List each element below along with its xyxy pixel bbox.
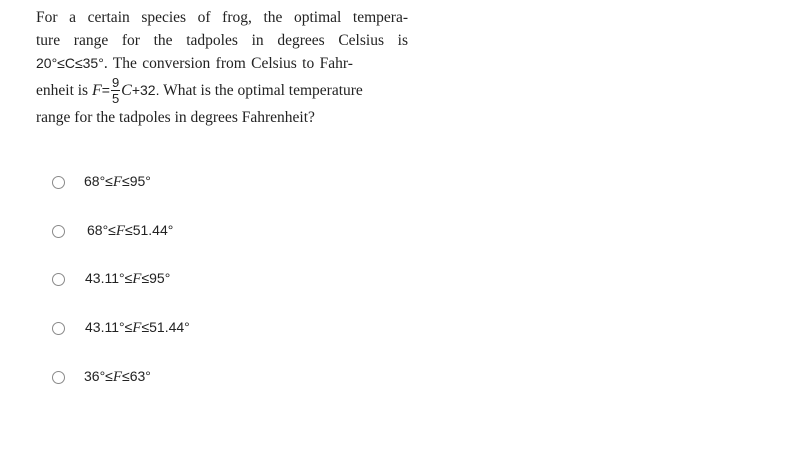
formula-variable-f: F xyxy=(91,82,102,99)
radio-button-icon[interactable] xyxy=(52,176,65,189)
radio-button-icon[interactable] xyxy=(52,322,65,335)
radio-button-icon[interactable] xyxy=(52,225,65,238)
formula-constant: +32. xyxy=(131,82,160,98)
answer-option-2[interactable] xyxy=(52,219,173,243)
answer-option-4[interactable] xyxy=(52,316,190,340)
question-line-2: ture range for the tadpoles in degrees Celsius is xyxy=(36,32,408,49)
question-line-4-pre: enheit is xyxy=(36,82,89,99)
formula-fraction xyxy=(111,76,120,105)
formula-equals: = xyxy=(101,82,110,98)
question-text xyxy=(36,6,408,129)
question-line-4-post: What is the optimal temperature xyxy=(163,82,363,99)
question-line-3 xyxy=(36,52,408,75)
question-line-4 xyxy=(36,75,408,106)
answer-option-3[interactable] xyxy=(52,267,170,291)
question-line-3-text: . The conversion from Celsius to Fahr- xyxy=(103,55,353,72)
answer-option-1[interactable] xyxy=(52,170,151,194)
fraction-denominator: 5 xyxy=(111,90,120,106)
formula-variable-c: C xyxy=(121,82,132,99)
celsius-range-expression: 20°≤C≤35° xyxy=(36,55,104,71)
answer-option-label: 68°≤F≤51.44° xyxy=(87,222,174,239)
radio-button-icon[interactable] xyxy=(52,371,65,384)
answer-option-label: 43.11°≤F≤51.44° xyxy=(85,319,190,336)
radio-button-icon[interactable] xyxy=(52,273,65,286)
answer-option-5[interactable] xyxy=(52,365,151,389)
fraction-numerator: 9 xyxy=(111,74,120,90)
answer-option-label: 68°≤F≤95° xyxy=(84,173,151,190)
question-line-5: range for the tadpoles in degrees Fahrenheit? xyxy=(36,109,315,126)
answer-option-label: 43.11°≤F≤95° xyxy=(85,270,171,287)
question-line-1: For a certain species of frog, the optimal tempera- xyxy=(36,9,408,26)
answer-option-label: 36°≤F≤63° xyxy=(84,368,151,385)
